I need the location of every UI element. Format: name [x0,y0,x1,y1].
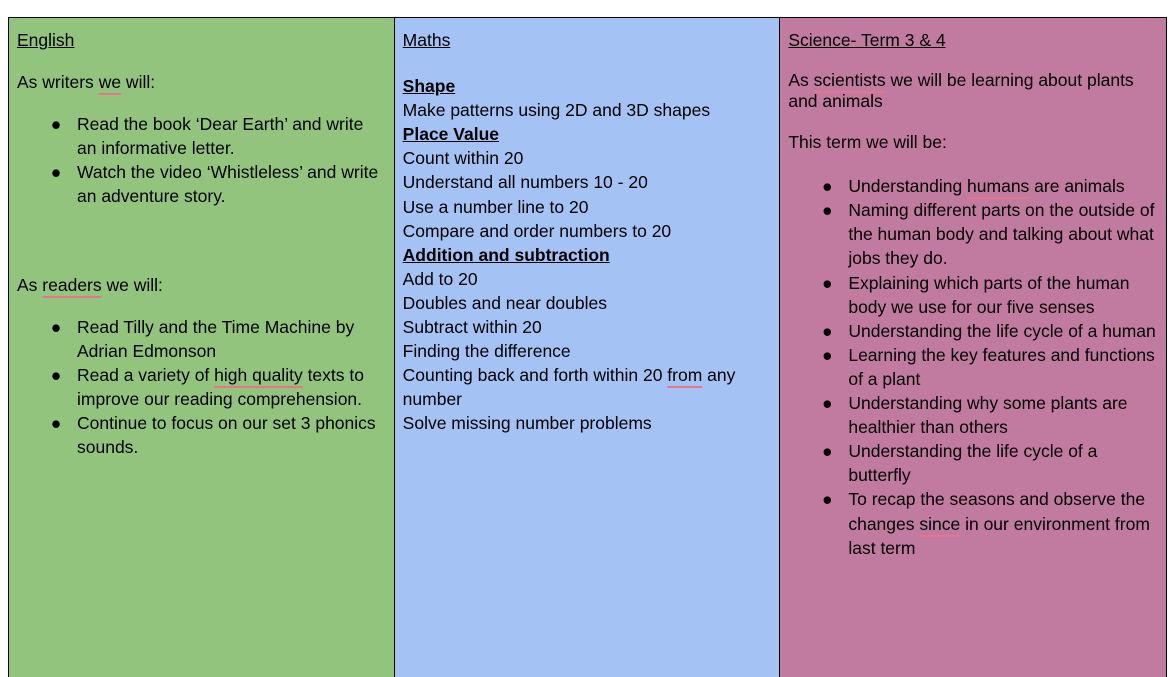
list-item: ● Naming different parts on the outside of the human body and talking about what jobs they do. [788,198,1158,270]
bullet-icon: ● [50,162,62,183]
bullet-icon: ● [822,393,833,414]
maths-item: Count within 20 [402,148,524,169]
list-item: ● Watch the video ‘Whistleless’ and write an adventure story. [17,160,386,208]
science-term-line: This term we will be: [788,132,947,153]
maths-item: Subtract within 20 [402,317,542,338]
readers-intro: As readers we will: [17,274,163,295]
list-item: ● Understanding why some plants are healthier than others [788,391,1158,439]
maths-item: Add to 20 [402,268,478,289]
bullet-icon: ● [822,441,833,462]
list-item: ● Read a variety of high quality texts to improve our reading comprehension. [17,363,386,411]
maths-column [395,18,781,677]
english-heading: English [17,30,75,50]
list-item: ● Understanding the life cycle of a human [788,319,1158,343]
list-item: ● Understanding humans are animals [788,174,1158,198]
spellcheck-word[interactable]: humans [967,176,1030,197]
list-item: ● Continue to focus on our set 3 phonics sounds. [17,411,386,459]
bullet-icon: ● [50,364,62,385]
science-list [788,174,1158,560]
maths-item: Counting back and forth within 20 from any number [402,365,736,410]
list-item: ● Learning the key features and functions of a plant [788,343,1158,391]
maths-item: Understand all numbers 10 - 20 [402,172,648,193]
bullet-icon: ● [822,176,833,197]
bullet-icon: ● [822,272,833,293]
list-item: ● To recap the seasons and observe the changes since in our environment from last term [788,487,1158,559]
bullet-icon: ● [50,413,62,434]
addition-subtraction-subheading: Addition and subtraction [402,244,610,265]
spellcheck-word[interactable]: readers [42,274,102,295]
maths-heading: Maths [402,30,451,50]
bullet-icon: ● [822,489,833,510]
spellcheck-word[interactable]: we [98,72,122,93]
curriculum-table [8,17,1167,677]
maths-item: Solve missing number problems [402,413,652,434]
spellcheck-word[interactable]: scientists [813,70,886,91]
writers-list [17,112,386,208]
list-item: ● Read the book ‘Dear Earth’ and write an informative letter. [17,112,386,160]
bullet-icon: ● [822,344,833,365]
maths-item: Compare and order numbers to 20 [402,220,672,241]
spellcheck-word[interactable]: from [667,365,703,386]
shape-subheading: Shape [402,76,456,97]
place-value-subheading: Place Value [402,124,499,145]
science-column [780,18,1167,677]
bullet-icon: ● [50,316,62,337]
science-intro: As scientists we will be learning about plants and animals [788,70,1134,112]
bullet-icon: ● [822,320,833,341]
maths-item: Doubles and near doubles [402,292,607,313]
bullet-icon: ● [822,200,833,221]
maths-item: Make patterns using 2D and 3D shapes [402,100,711,121]
list-item: ● Understanding the life cycle of a butterfly [788,439,1158,487]
maths-item: Finding the difference [402,341,571,362]
science-heading: Science- Term 3 & 4 [788,30,946,50]
list-item: ● Explaining which parts of the human body we use for our five senses [788,271,1158,319]
list-item: ● Read Tilly and the Time Machine by Adrian Edmonson [17,315,386,363]
maths-item: Use a number line to 20 [402,196,589,217]
spellcheck-word[interactable]: high quality [214,364,303,385]
english-column [9,18,395,677]
writers-intro: As writers we will: [17,72,156,93]
spellcheck-word[interactable]: since [919,513,961,534]
readers-list [17,315,386,460]
bullet-icon: ● [50,114,62,135]
